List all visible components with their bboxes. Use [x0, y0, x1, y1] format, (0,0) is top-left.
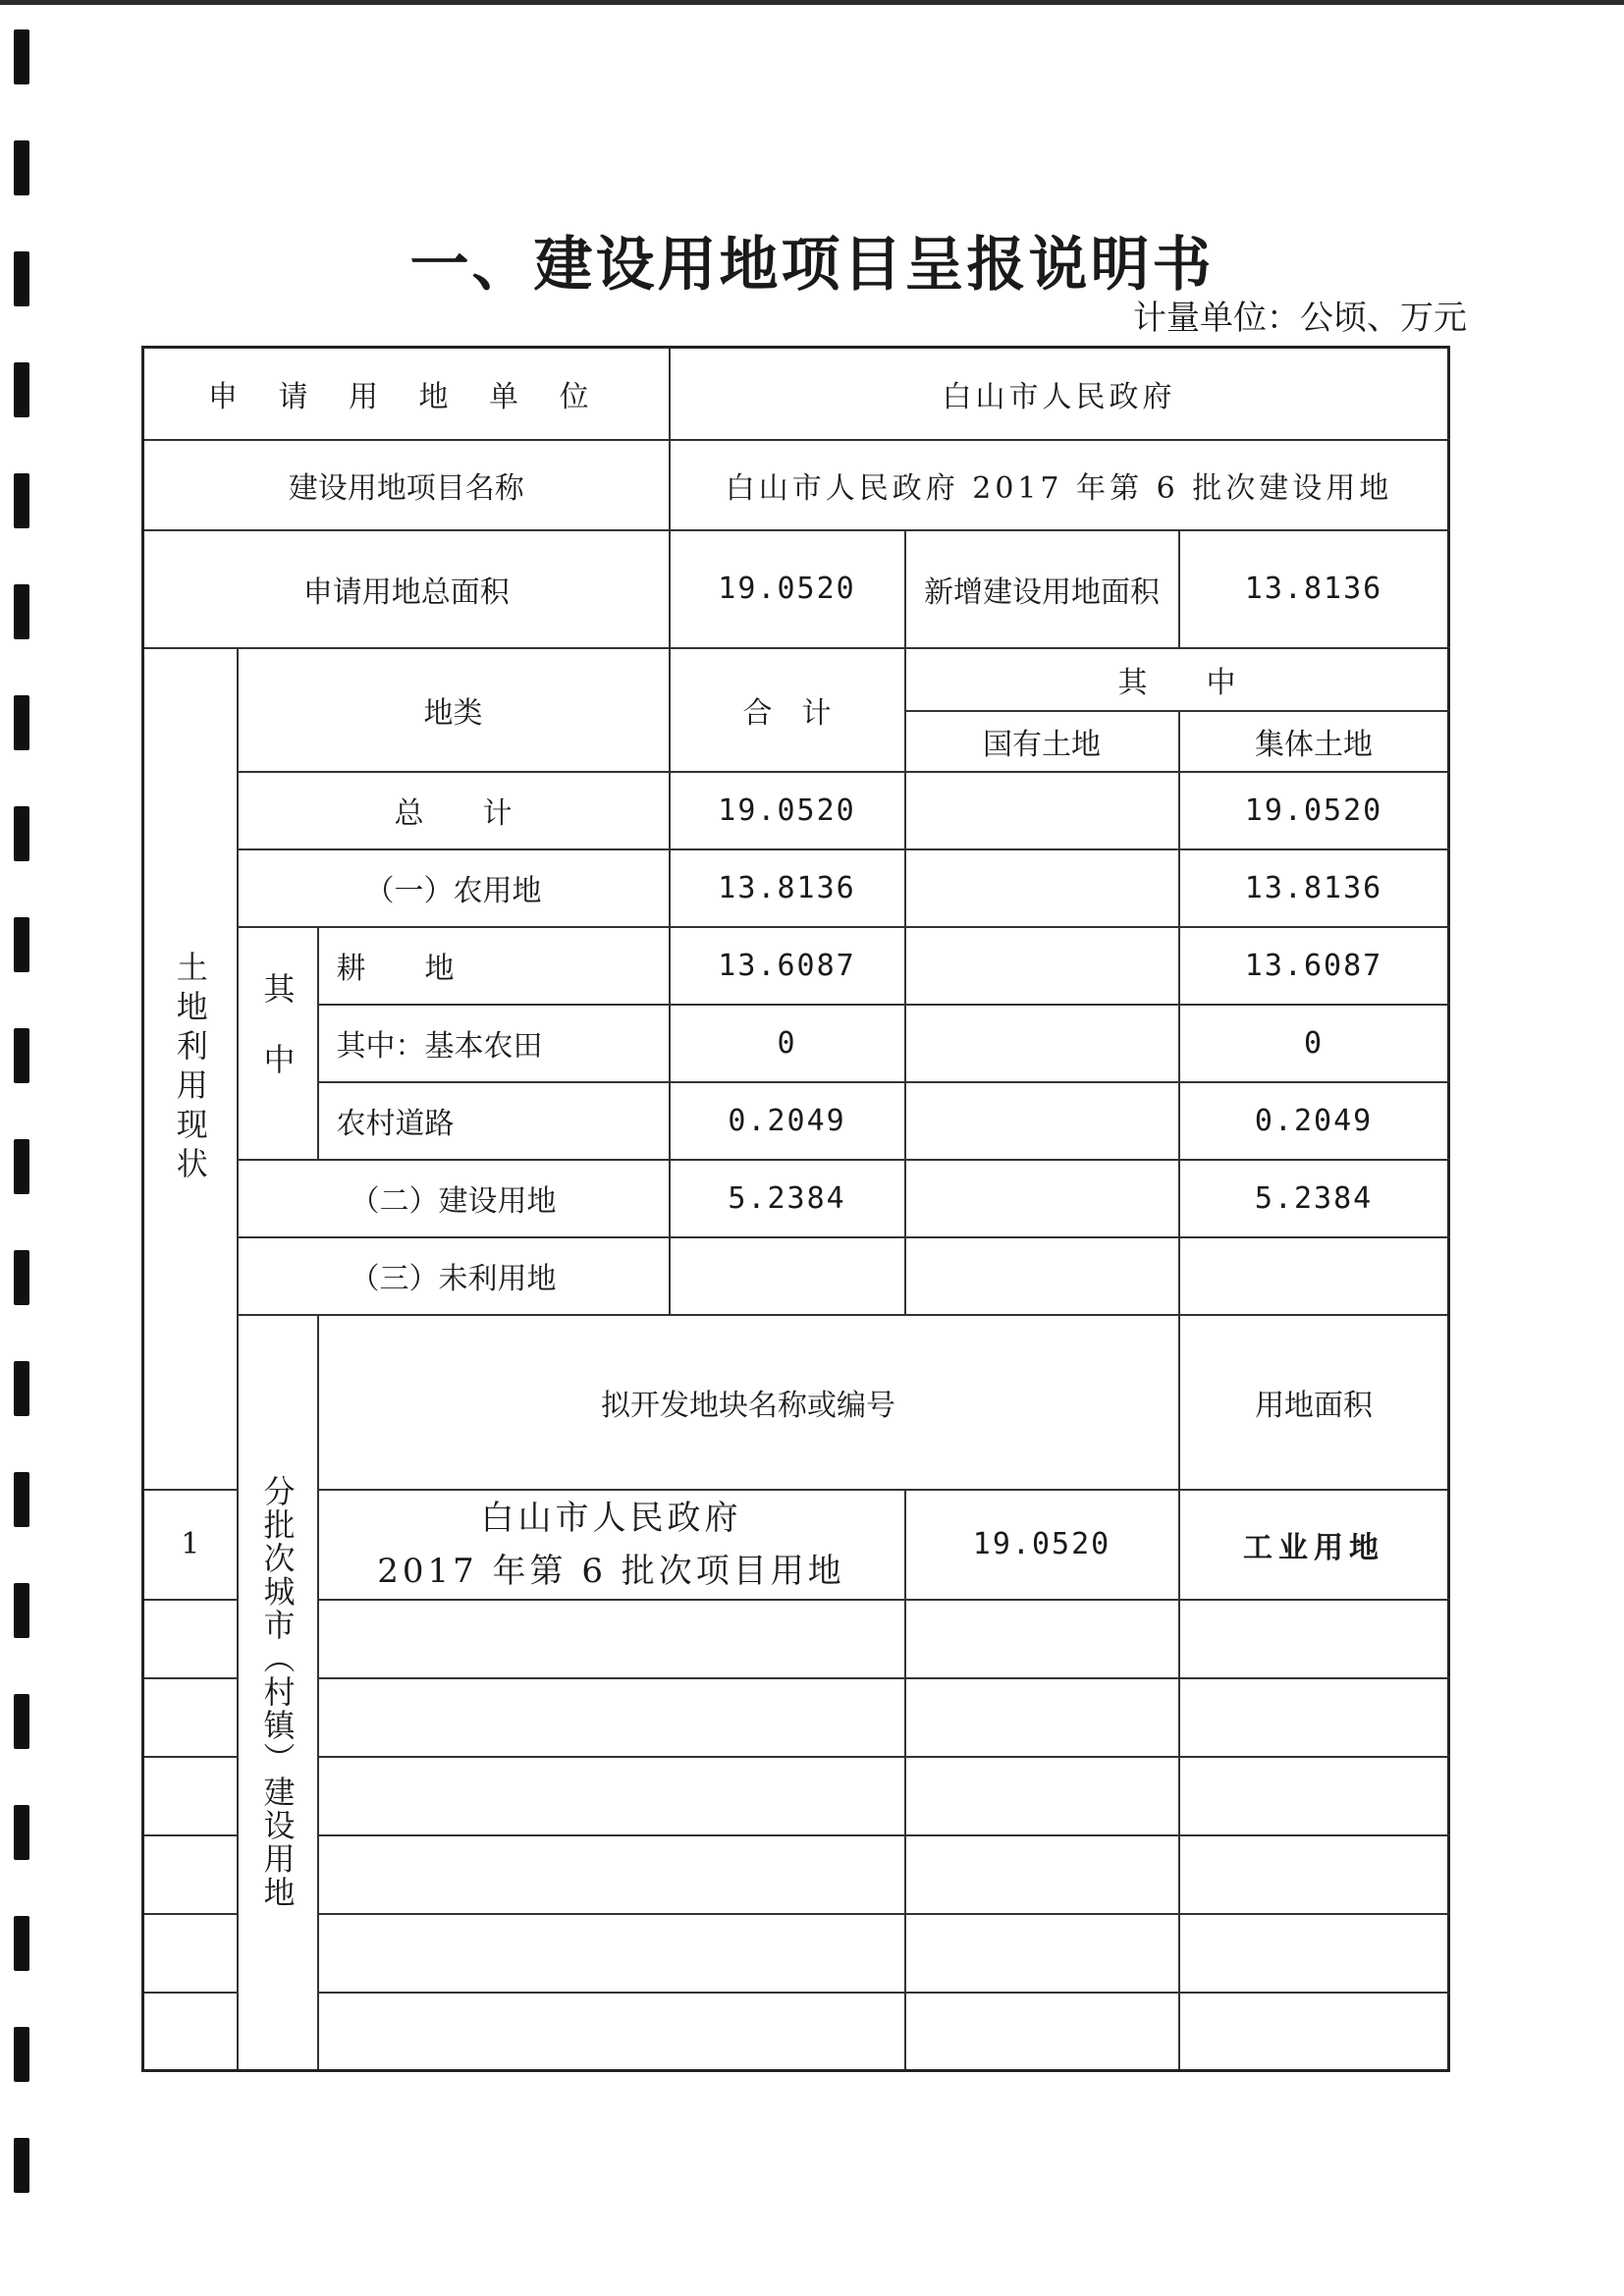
plot-use — [1179, 1914, 1449, 1993]
plot-name — [318, 1600, 905, 1678]
row-total: 0 — [670, 1005, 905, 1082]
plot-use — [1179, 1757, 1449, 1835]
applicant-label: 申 请 用 地 单 位 — [143, 348, 670, 440]
table-row — [143, 1082, 1449, 1160]
row-total: 19.0520 — [670, 772, 905, 849]
row-collective: 13.8136 — [1179, 849, 1449, 927]
row-collective: 0 — [1179, 1005, 1449, 1082]
row-state — [905, 849, 1179, 927]
plot-name — [318, 1835, 905, 1914]
binding-hole-mark — [14, 1472, 29, 1527]
binding-hole-mark — [14, 29, 29, 84]
plot-use — [1179, 1835, 1449, 1914]
table-row — [143, 1237, 1449, 1315]
table-row — [143, 927, 1449, 1005]
binding-hole-mark — [14, 1361, 29, 1416]
collective-land-header: 集体土地 — [1179, 711, 1449, 772]
row-state — [905, 927, 1179, 1005]
plot-area — [905, 1678, 1179, 1757]
document-title: 一、建设用地项目呈报说明书 — [409, 231, 1215, 300]
binding-hole-mark — [14, 1805, 29, 1860]
row-state — [905, 1160, 1179, 1237]
state-land-header: 国有土地 — [905, 711, 1179, 772]
row-state — [905, 772, 1179, 849]
plot-use — [1179, 1600, 1449, 1678]
plot-name — [318, 1914, 905, 1993]
plot-number — [143, 1600, 238, 1678]
plot-number: 1 — [143, 1490, 238, 1600]
table-row — [143, 1600, 1449, 1678]
plot-area — [905, 1914, 1179, 1993]
new-area-value: 13.8136 — [1179, 530, 1449, 648]
table-row — [143, 772, 1449, 849]
table-row — [143, 1993, 1449, 2071]
row-total: 5.2384 — [670, 1160, 905, 1237]
row-label: 耕 地 — [318, 927, 670, 1005]
plot-number — [143, 1757, 238, 1835]
plot-name — [318, 1757, 905, 1835]
plot-number — [143, 1993, 238, 2071]
of-which-header: 其 中 — [905, 648, 1449, 711]
binding-hole-mark — [14, 806, 29, 861]
plot-area: 19.0520 — [905, 1490, 1179, 1600]
plot-area — [905, 1757, 1179, 1835]
row-state — [905, 1237, 1179, 1315]
binding-hole-mark — [14, 140, 29, 195]
row-label: 总 计 — [238, 772, 670, 849]
binding-hole-mark — [14, 362, 29, 417]
category-header: 地类 — [238, 648, 670, 772]
new-area-label: 新增建设用地面积 — [905, 530, 1179, 648]
measurement-unit: 计量单位：公顷、万元 — [1133, 299, 1467, 338]
row-label: 其中：基本农田 — [318, 1005, 670, 1082]
batch-header-row — [143, 1315, 1449, 1490]
row-state — [905, 1005, 1179, 1082]
row-total: 0.2049 — [670, 1082, 905, 1160]
row-collective: 0.2049 — [1179, 1082, 1449, 1160]
page-top-edge — [0, 0, 1624, 5]
total-area-label: 申请用地总面积 — [143, 530, 670, 648]
applicant-row — [143, 348, 1449, 440]
plot-name — [318, 1993, 905, 2071]
area-row — [143, 530, 1449, 648]
batch-section-label: 分批次城市（村镇）建设用地 — [238, 1315, 318, 2071]
row-collective: 5.2384 — [1179, 1160, 1449, 1237]
table-row — [143, 1160, 1449, 1237]
table-row — [143, 1678, 1449, 1757]
binding-hole-mark — [14, 1916, 29, 1971]
applicant-value: 白山市人民政府 — [670, 348, 1449, 440]
plot-area — [905, 1835, 1179, 1914]
binding-hole-mark — [14, 2138, 29, 2193]
row-total: 13.8136 — [670, 849, 905, 927]
plot-area — [905, 1993, 1179, 2071]
row-collective: 13.6087 — [1179, 927, 1449, 1005]
row-collective: 19.0520 — [1179, 772, 1449, 849]
row-label: 农村道路 — [318, 1082, 670, 1160]
plot-name-header: 拟开发地块名称或编号 — [318, 1315, 1179, 1490]
land-use-header-row — [143, 648, 1449, 711]
table-row — [143, 1914, 1449, 1993]
binding-hole-mark — [14, 1139, 29, 1194]
land-use-application-table — [141, 346, 1450, 2072]
plot-area — [905, 1600, 1179, 1678]
land-use-section-label: 土地利用现状 — [143, 648, 238, 1490]
binding-hole-mark — [14, 1694, 29, 1749]
project-name-label: 建设用地项目名称 — [143, 440, 670, 530]
total-area-value: 19.0520 — [670, 530, 905, 648]
binding-hole-mark — [14, 695, 29, 750]
binding-hole-mark — [14, 473, 29, 528]
binding-holes — [14, 29, 37, 2278]
plot-area-header: 用地面积 — [1179, 1315, 1449, 1490]
project-name-row — [143, 440, 1449, 530]
plot-name — [318, 1678, 905, 1757]
row-label: （一）农用地 — [238, 849, 670, 927]
total-header: 合 计 — [670, 648, 905, 772]
plot-number — [143, 1914, 238, 1993]
row-total: 13.6087 — [670, 927, 905, 1005]
row-collective — [1179, 1237, 1449, 1315]
table-row — [143, 1757, 1449, 1835]
binding-hole-mark — [14, 1583, 29, 1638]
of-which-label: 其中 — [238, 927, 318, 1160]
row-label: （二）建设用地 — [238, 1160, 670, 1237]
plot-use — [1179, 1993, 1449, 2071]
plot-name: 白山市人民政府 2017 年第 6 批次项目用地 — [318, 1490, 905, 1600]
binding-hole-mark — [14, 1028, 29, 1083]
row-state — [905, 1082, 1179, 1160]
plot-use: 工业用地 — [1179, 1490, 1449, 1600]
table-row — [143, 1490, 1449, 1600]
binding-hole-mark — [14, 917, 29, 972]
row-total — [670, 1237, 905, 1315]
binding-hole-mark — [14, 1250, 29, 1305]
plot-number — [143, 1678, 238, 1757]
binding-hole-mark — [14, 584, 29, 639]
plot-use — [1179, 1678, 1449, 1757]
project-name-value: 白山市人民政府 2017 年第 6 批次建设用地 — [670, 440, 1449, 530]
plot-number — [143, 1835, 238, 1914]
table-row — [143, 1005, 1449, 1082]
binding-hole-mark — [14, 2027, 29, 2082]
table-row — [143, 849, 1449, 927]
table-row — [143, 1835, 1449, 1914]
row-label: （三）未利用地 — [238, 1237, 670, 1315]
